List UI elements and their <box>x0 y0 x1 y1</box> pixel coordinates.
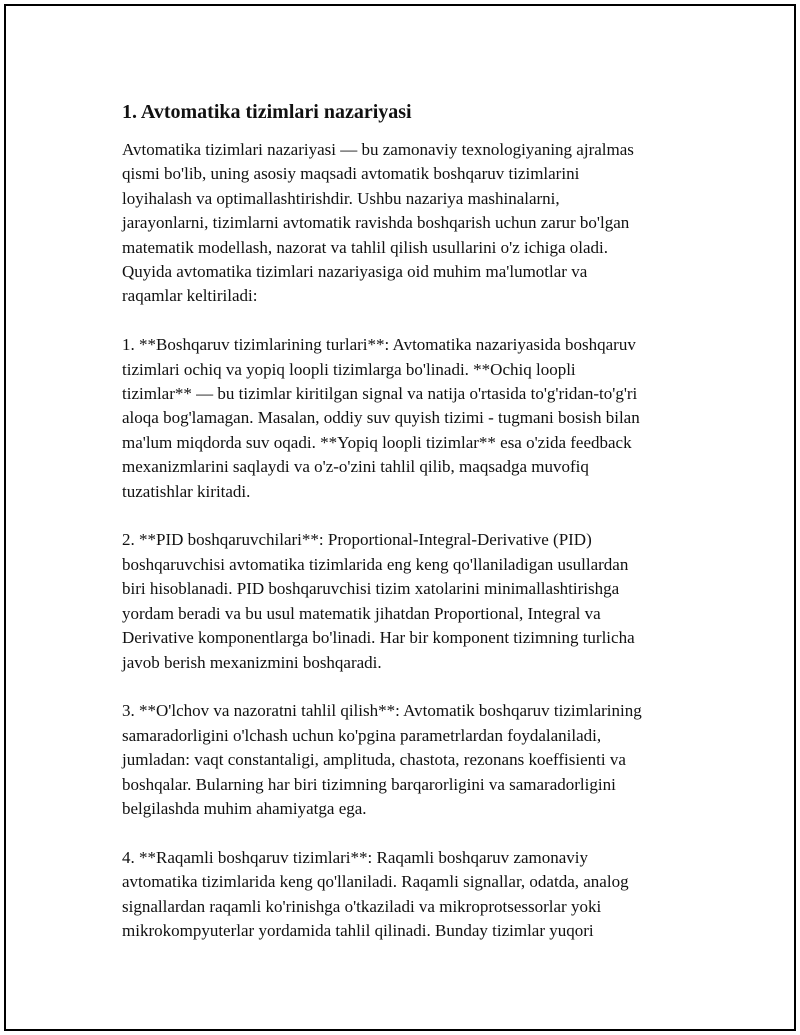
document-body <box>122 98 694 968</box>
item-1-paragraph <box>122 333 694 504</box>
text-line: Avtomatika tizimlari nazariyasi — bu zamonaviy texnologiyaning ajralmas <box>122 140 634 159</box>
text-line: raqamlar keltiriladi: <box>122 286 258 306</box>
text-line: tizimlari ochiq va yopiq loopli tizimlarga bo'linadi. **Ochiq loopli <box>122 359 576 379</box>
text-line: signallardan raqamli ko'rinishga o'tkaziladi va mikroprotsessorlar yoki <box>122 896 602 916</box>
text-line: 3. **O'lchov va nazoratni tahlil qilish**: Avtomatik boshqaruv tizimlarining <box>122 701 642 721</box>
text-line: 2. **PID boshqaruvchilari**: Proportional-Integral-Derivative (PID) <box>122 530 592 550</box>
text-line: mikrokompyuterlar yordamida tahlil qilinadi. Bunday tizimlar yuqori <box>122 920 594 940</box>
text-line: Quyida avtomatika tizimlari nazariyasiga oid muhim ma'lumotlar va <box>122 262 588 282</box>
text-line: yordam beradi va bu usul matematik jihatdan Proportional, Integral va <box>122 603 601 623</box>
text-line: loyihalash va optimallashtirishdir. Ushbu nazariya mashinalarni, <box>122 188 560 208</box>
intro-paragraph <box>122 138 694 309</box>
text-line: matematik modellash, nazorat va tahlil qilish usullarini o'z ichiga oladi. <box>122 237 609 257</box>
text-line: belgilashda muhim ahamiyatga ega. <box>122 798 367 818</box>
text-line: 4. **Raqamli boshqaruv tizimlari**: Raqamli boshqaruv zamonaviy <box>122 847 588 867</box>
section-heading: 1. Avtomatika tizimlari nazariyasi <box>122 101 412 123</box>
text-line: mexanizmlarini saqlaydi va o'z-o'zini tahlil qilib, maqsadga muvofiq <box>122 457 589 477</box>
text-line: tizimlar** — bu tizimlar kiritilgan signal va natija o'rtasida to'g'ridan-to'g'ri <box>122 384 638 404</box>
text-line: avtomatika tizimlarida keng qo'llaniladi. Raqamli signallar, odatda, analog <box>122 872 629 892</box>
text-line: boshqalar. Bularning har biri tizimning barqarorligini va samaradorligini <box>122 774 616 794</box>
item-3-paragraph <box>122 699 694 821</box>
text-line: biri hisoblanadi. PID boshqaruvchisi tizim xatolarini minimallashtirishga <box>122 579 620 599</box>
text-line: aloqa bog'lamagan. Masalan, oddiy suv quyish tizimi - tugmani bosish bilan <box>122 408 640 428</box>
text-line: boshqaruvchisi avtomatika tizimlarida eng keng qo'llaniladigan usullardan <box>122 554 629 574</box>
text-line: tuzatishlar kiritadi. <box>122 481 251 501</box>
text-line: Derivative komponentlarga bo'linadi. Har bir komponent tizimning turlicha <box>122 628 635 648</box>
text-line: samaradorligini o'lchash uchun ko'pgina parametrlardan foydalaniladi, <box>122 725 602 745</box>
text-line: 1. **Boshqaruv tizimlarining turlari**: Avtomatika nazariyasida boshqaruv <box>122 335 636 355</box>
item-4-paragraph <box>122 846 694 944</box>
page-frame <box>4 4 796 1031</box>
text-line: ma'lum miqdorda suv oqadi. **Yopiq loopli tizimlar** esa o'zida feedback <box>122 432 632 452</box>
text-line: jumladan: vaqt constantaligi, amplituda, chastota, rezonans koeffisienti va <box>122 750 626 770</box>
text-line: qismi bo'lib, uning asosiy maqsadi avtomatik boshqaruv tizimlarini <box>122 164 580 184</box>
text-line: jarayonlarni, tizimlarni avtomatik ravishda boshqarish uchun zarur bo'lgan <box>122 213 630 233</box>
item-2-paragraph <box>122 528 694 674</box>
text-line: javob berish mexanizmini boshqaradi. <box>122 652 382 672</box>
